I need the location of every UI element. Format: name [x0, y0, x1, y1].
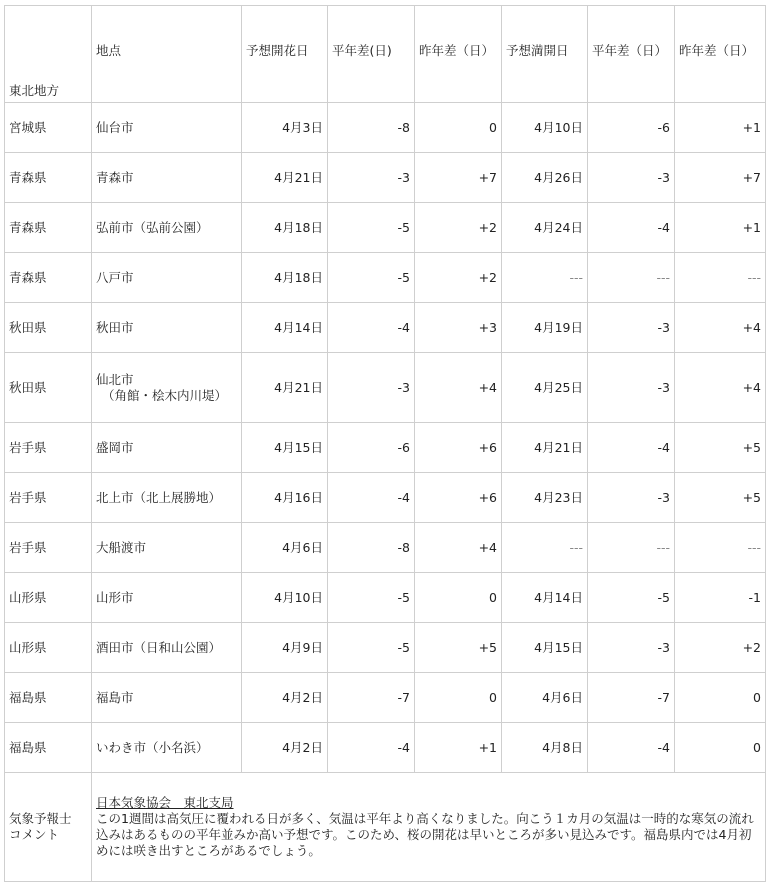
- cell-site-line1: 仙北市: [96, 371, 134, 387]
- header-bloom-vs-last-year: 昨年差（日）: [415, 6, 502, 103]
- cell-bloom-vs-last-year: +7: [415, 153, 502, 203]
- cell-full-bloom-date: 4月8日: [502, 723, 588, 773]
- cell-site: いわき市（小名浜）: [92, 723, 242, 773]
- cell-bloom-date: 4月21日: [242, 353, 328, 423]
- cell-bloom-vs-last-year: +4: [415, 523, 502, 573]
- cell-site: 酒田市（日和山公園）: [92, 623, 242, 673]
- cell-bloom-date: 4月2日: [242, 723, 328, 773]
- cell-full-vs-last-year: 0: [675, 723, 766, 773]
- cell-bloom-vs-last-year: +6: [415, 423, 502, 473]
- cell-full-bloom-date: 4月26日: [502, 153, 588, 203]
- cell-bloom-vs-last-year: +2: [415, 203, 502, 253]
- cell-site: 大船渡市: [92, 523, 242, 573]
- cell-full-bloom-date: 4月23日: [502, 473, 588, 523]
- cell-full-vs-last-year: ---: [675, 523, 766, 573]
- cell-prefecture: 福島県: [5, 673, 92, 723]
- cell-bloom-vs-average: -3: [328, 353, 415, 423]
- cell-full-bloom-date: 4月21日: [502, 423, 588, 473]
- cell-full-vs-last-year: +5: [675, 423, 766, 473]
- cell-bloom-date: 4月18日: [242, 203, 328, 253]
- cell-full-vs-average: -6: [588, 103, 675, 153]
- cell-bloom-vs-last-year: 0: [415, 573, 502, 623]
- cell-bloom-date: 4月9日: [242, 623, 328, 673]
- cell-full-bloom-date: ---: [502, 523, 588, 573]
- cell-prefecture: 岩手県: [5, 423, 92, 473]
- cell-full-vs-average: -4: [588, 203, 675, 253]
- comment-row: [5, 773, 766, 882]
- table-row: [5, 673, 766, 723]
- cell-bloom-vs-average: -5: [328, 253, 415, 303]
- cell-full-vs-last-year: +1: [675, 103, 766, 153]
- cell-full-vs-average: ---: [588, 523, 675, 573]
- table-row: [5, 523, 766, 573]
- cell-prefecture: 青森県: [5, 203, 92, 253]
- table-row: [5, 353, 766, 423]
- table-row: [5, 153, 766, 203]
- header-bloom-vs-average: 平年差(日): [328, 6, 415, 103]
- cell-full-vs-last-year: +1: [675, 203, 766, 253]
- table-row: [5, 103, 766, 153]
- cell-bloom-vs-average: -4: [328, 473, 415, 523]
- sakura-forecast-table: [4, 5, 766, 882]
- cell-bloom-date: 4月2日: [242, 673, 328, 723]
- cell-full-vs-average: -3: [588, 153, 675, 203]
- cell-site: 福島市: [92, 673, 242, 723]
- cell-full-vs-average: -3: [588, 303, 675, 353]
- cell-full-vs-average: -5: [588, 573, 675, 623]
- cell-bloom-date: 4月21日: [242, 153, 328, 203]
- cell-full-vs-last-year: -1: [675, 573, 766, 623]
- cell-bloom-vs-average: -7: [328, 673, 415, 723]
- comment-label-line2: コメント: [9, 827, 60, 842]
- cell-bloom-vs-average: -4: [328, 723, 415, 773]
- cell-site: 仙台市: [92, 103, 242, 153]
- cell-site-line2: （角館・桧木内川堤）: [102, 387, 228, 403]
- cell-site: 八戸市: [92, 253, 242, 303]
- cell-bloom-vs-average: -8: [328, 103, 415, 153]
- cell-bloom-vs-last-year: +4: [415, 353, 502, 423]
- comment-body: [92, 773, 766, 882]
- cell-prefecture: 岩手県: [5, 523, 92, 573]
- cell-full-bloom-date: 4月15日: [502, 623, 588, 673]
- cell-bloom-vs-last-year: +1: [415, 723, 502, 773]
- cell-full-vs-last-year: ---: [675, 253, 766, 303]
- header-full-vs-last-year: 昨年差（日）: [675, 6, 766, 103]
- cell-site: 北上市（北上展勝地）: [92, 473, 242, 523]
- cell-bloom-vs-last-year: +6: [415, 473, 502, 523]
- cell-prefecture: 山形県: [5, 623, 92, 673]
- table-row: [5, 203, 766, 253]
- cell-full-bloom-date: 4月10日: [502, 103, 588, 153]
- cell-bloom-date: 4月16日: [242, 473, 328, 523]
- header-full-bloom-date: 予想満開日: [502, 6, 588, 103]
- cell-full-vs-average: -4: [588, 423, 675, 473]
- comment-label-line1: 気象予報士: [9, 811, 72, 826]
- cell-site: 秋田市: [92, 303, 242, 353]
- header-site: 地点: [92, 6, 242, 103]
- cell-bloom-vs-last-year: +2: [415, 253, 502, 303]
- cell-full-bloom-date: 4月19日: [502, 303, 588, 353]
- cell-bloom-date: 4月15日: [242, 423, 328, 473]
- cell-full-vs-average: -7: [588, 673, 675, 723]
- cell-bloom-date: 4月14日: [242, 303, 328, 353]
- cell-site: 青森市: [92, 153, 242, 203]
- cell-bloom-vs-average: -3: [328, 153, 415, 203]
- cell-bloom-vs-average: -4: [328, 303, 415, 353]
- cell-bloom-vs-average: -6: [328, 423, 415, 473]
- cell-site: 弘前市（弘前公園）: [92, 203, 242, 253]
- header-full-vs-average: 平年差（日）: [588, 6, 675, 103]
- table-row: [5, 473, 766, 523]
- table-row: [5, 623, 766, 673]
- cell-full-vs-average: -3: [588, 353, 675, 423]
- cell-prefecture: 秋田県: [5, 353, 92, 423]
- cell-bloom-vs-last-year: +5: [415, 623, 502, 673]
- cell-bloom-date: 4月10日: [242, 573, 328, 623]
- table-row: [5, 573, 766, 623]
- cell-bloom-date: 4月3日: [242, 103, 328, 153]
- cell-prefecture: 青森県: [5, 253, 92, 303]
- cell-full-bloom-date: ---: [502, 253, 588, 303]
- cell-prefecture: 宮城県: [5, 103, 92, 153]
- cell-prefecture: 秋田県: [5, 303, 92, 353]
- cell-bloom-vs-last-year: 0: [415, 673, 502, 723]
- cell-bloom-vs-average: -8: [328, 523, 415, 573]
- cell-full-vs-last-year: +4: [675, 353, 766, 423]
- cell-full-vs-average: -3: [588, 473, 675, 523]
- cell-bloom-date: 4月18日: [242, 253, 328, 303]
- table-row: [5, 253, 766, 303]
- cell-full-vs-last-year: +5: [675, 473, 766, 523]
- cell-site: [92, 353, 242, 423]
- cell-site: 盛岡市: [92, 423, 242, 473]
- cell-full-vs-last-year: +4: [675, 303, 766, 353]
- cell-prefecture: 山形県: [5, 573, 92, 623]
- comment-organization: 日本気象協会 東北支局: [96, 795, 234, 810]
- cell-full-vs-last-year: +2: [675, 623, 766, 673]
- table-row: [5, 423, 766, 473]
- header-bloom-date: 予想開花日: [242, 6, 328, 103]
- cell-full-vs-average: ---: [588, 253, 675, 303]
- cell-full-bloom-date: 4月14日: [502, 573, 588, 623]
- cell-full-vs-average: -4: [588, 723, 675, 773]
- cell-full-bloom-date: 4月6日: [502, 673, 588, 723]
- table-row: [5, 723, 766, 773]
- cell-prefecture: 福島県: [5, 723, 92, 773]
- cell-full-vs-last-year: 0: [675, 673, 766, 723]
- cell-site: 山形市: [92, 573, 242, 623]
- cell-prefecture: 青森県: [5, 153, 92, 203]
- cell-full-bloom-date: 4月24日: [502, 203, 588, 253]
- cell-bloom-vs-average: -5: [328, 623, 415, 673]
- cell-bloom-vs-last-year: 0: [415, 103, 502, 153]
- header-region: 東北地方: [5, 6, 92, 103]
- comment-label: [5, 773, 92, 882]
- cell-full-vs-last-year: +7: [675, 153, 766, 203]
- table-row: [5, 303, 766, 353]
- comment-text: この1週間は高気圧に覆われる日が多く、気温は平年より高くなりました。向こう１カ月の気温は一時的な寒気の流れ込みはあるものの平年並みか高い予想です。このため、桜の開花は早いところが多い見込みです。福島県内では4月初めには咲き出すところがあるでしょう。: [96, 811, 754, 858]
- cell-bloom-date: 4月6日: [242, 523, 328, 573]
- cell-bloom-vs-average: -5: [328, 573, 415, 623]
- cell-prefecture: 岩手県: [5, 473, 92, 523]
- cell-full-bloom-date: 4月25日: [502, 353, 588, 423]
- table-header-row: [5, 6, 766, 103]
- cell-bloom-vs-average: -5: [328, 203, 415, 253]
- cell-bloom-vs-last-year: +3: [415, 303, 502, 353]
- cell-full-vs-average: -3: [588, 623, 675, 673]
